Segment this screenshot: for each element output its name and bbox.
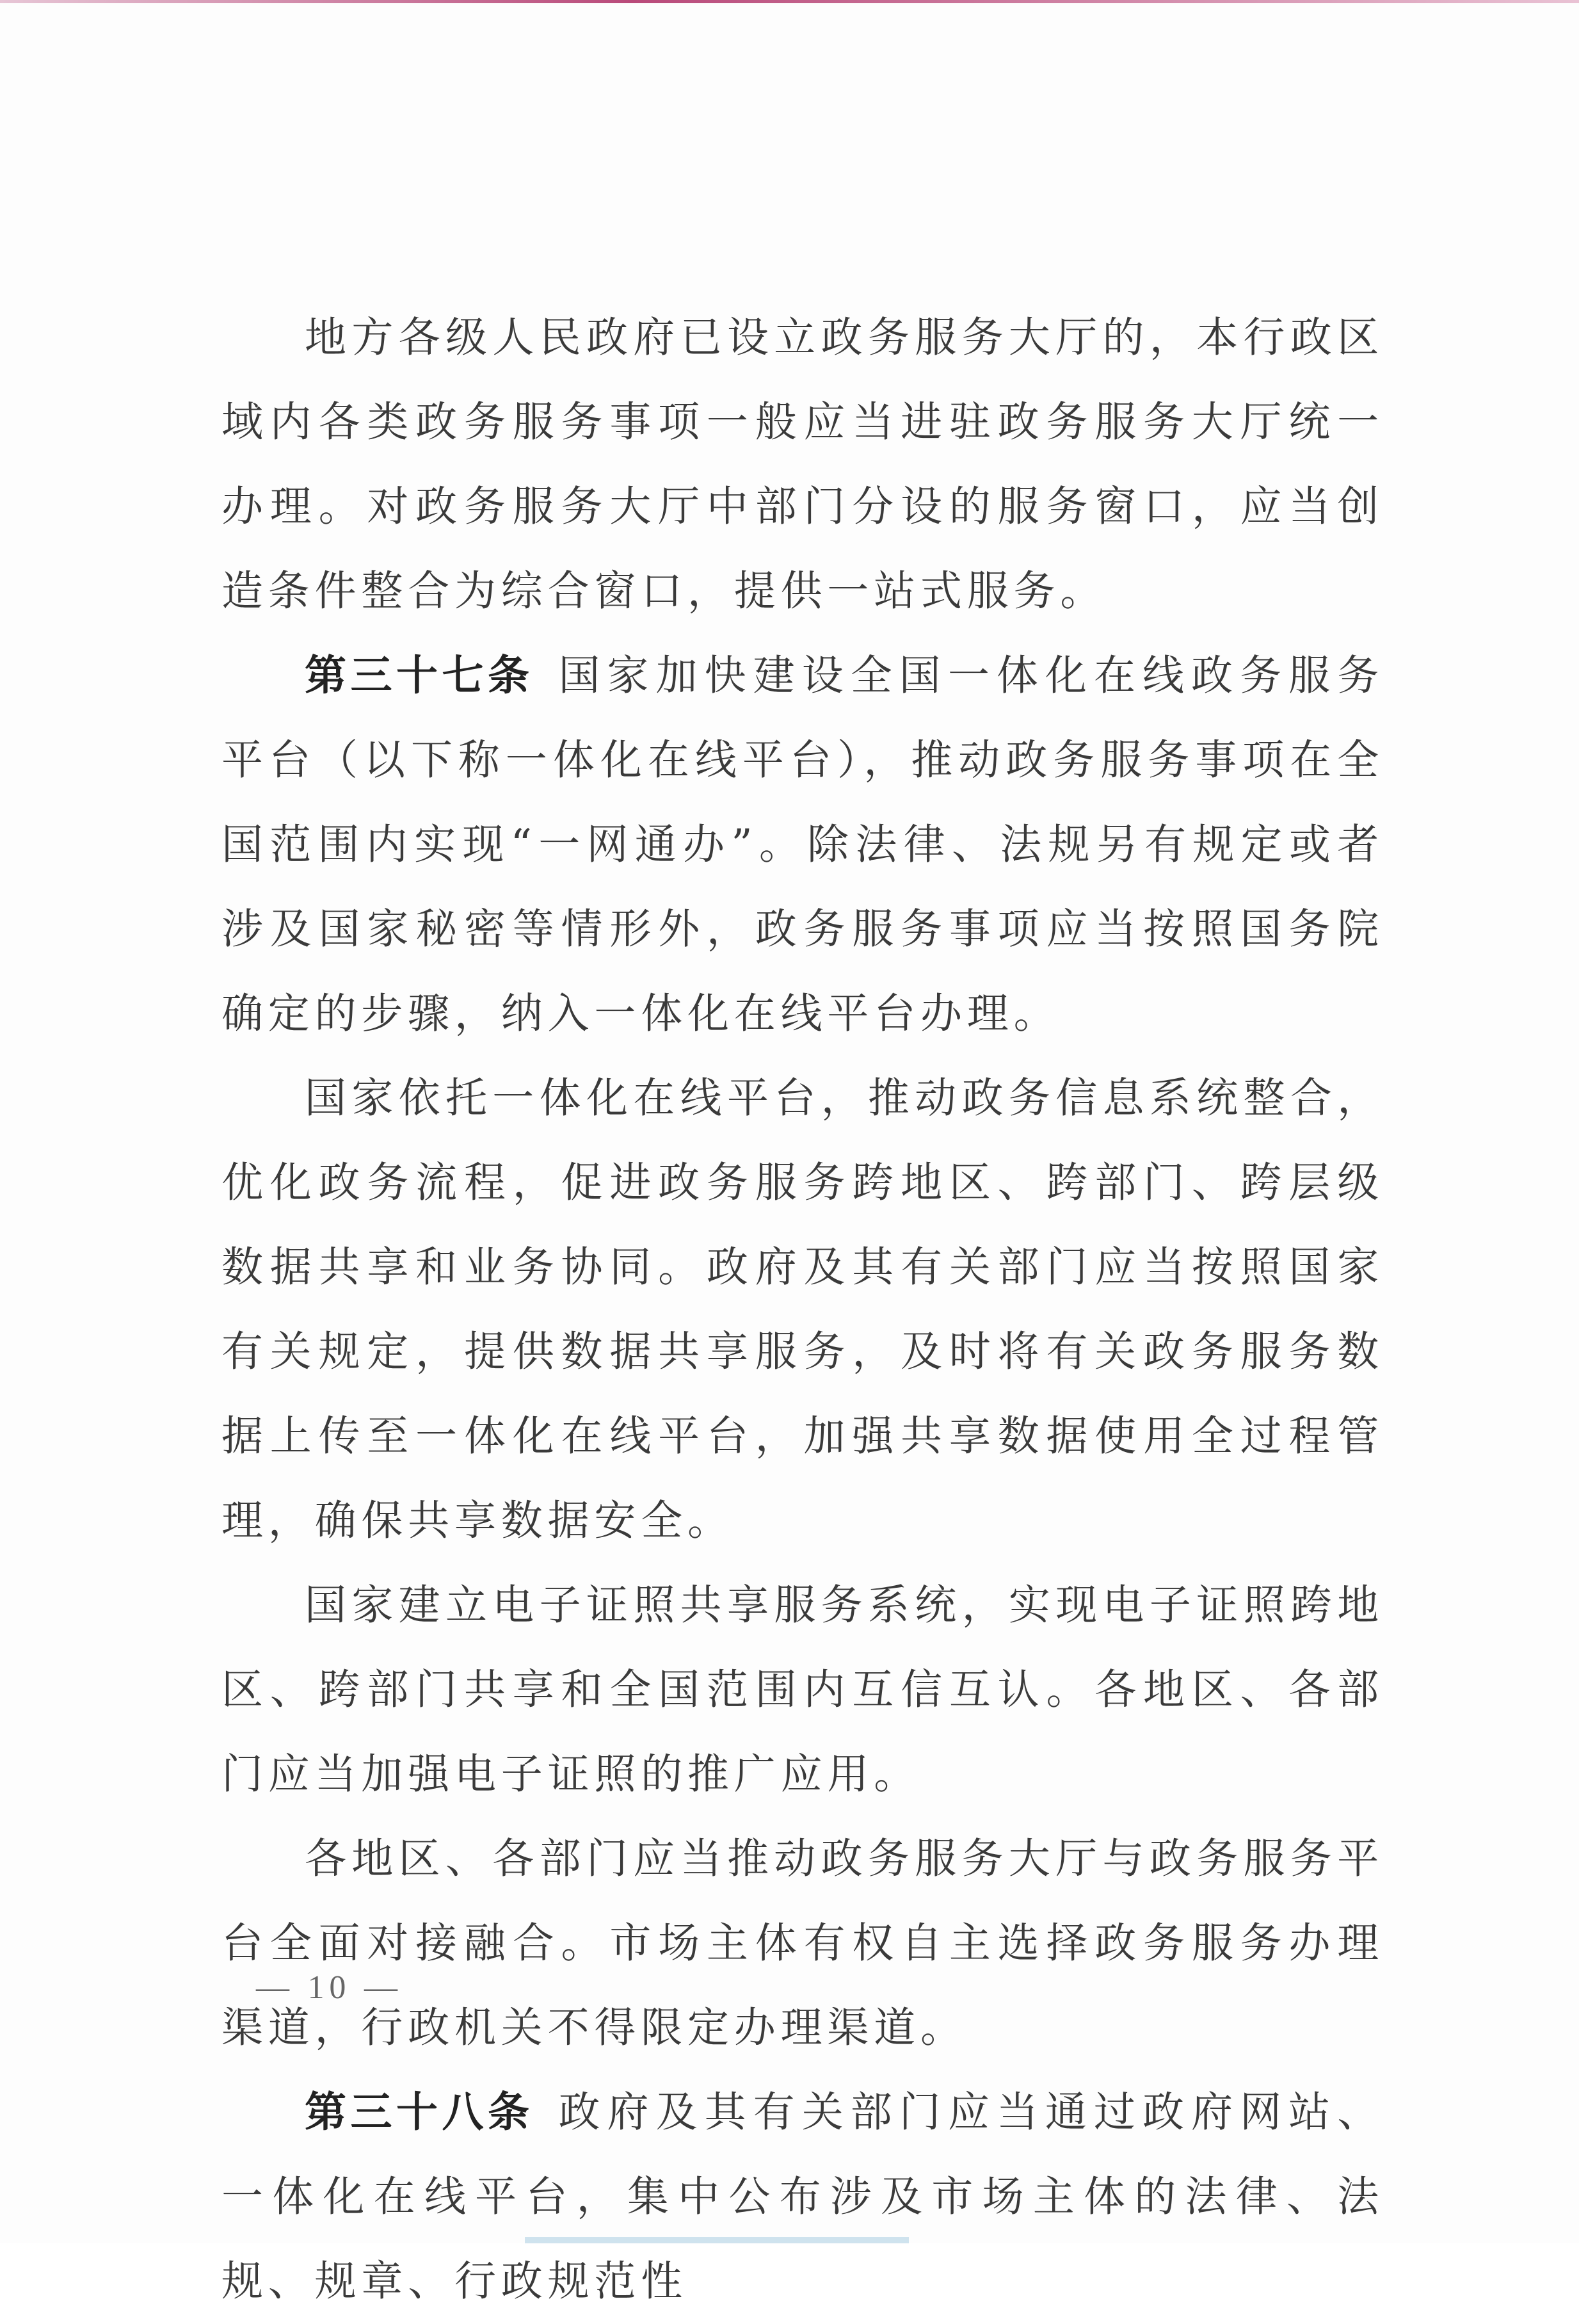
bottom-edge-strip [525, 2237, 909, 2243]
paragraph-text: 国家依托一体化在线平台，推动政务信息系统整合，优化政务流程，促进政务服务跨地区、跨部门、跨层级数据共享和业务协同。政府及其有关部门应当按照国家有关规定，提供数据共享服务，及时将有关政务服务数据上传至一体化在线平台，加强共享数据使用全过程管理，确保共享数据安全。 [221, 1074, 1384, 1545]
paragraph-text: 政府及其有关部门应当通过政府网站、一体化在线平台，集中公布涉及市场主体的法律、法规、规章、行政规范性 [221, 2088, 1384, 2305]
paragraph-3 [221, 1056, 1384, 1563]
paragraph-text: 地方各级人民政府已设立政务服务大厅的，本行政区域内各类政务服务事项一般应当进驻政务服务大厅统一办理。对政务服务大厅中部门分设的服务窗口，应当创造条件整合为综合窗口，提供一站式服务。 [221, 314, 1384, 615]
page-number: — 10 — [256, 1969, 403, 2006]
article-heading: 第三十七条 [305, 652, 534, 700]
body-text [221, 296, 1384, 2324]
paragraph-4 [221, 1563, 1384, 1817]
paragraph-text: 国家加快建设全国一体化在线政务服务平台（以下称一体化在线平台），推动政务服务事项在全国范围内实现“一网通办”。除法律、法规另有规定或者涉及国家秘密等情形外，政务服务事项应当按照国务院确定的步骤，纳入一体化在线平台办理。 [221, 652, 1384, 1038]
paragraph-article-37 [221, 634, 1384, 1056]
top-edge-strip [0, 0, 1579, 3]
paragraph-5 [221, 1817, 1384, 2070]
paragraph-text: 国家建立电子证照共享服务系统，实现电子证照跨地区、跨部门共享和全国范围内互信互认。各地区、各部门应当加强电子证照的推广应用。 [221, 1581, 1384, 1798]
paragraph-1 [221, 296, 1384, 634]
article-heading: 第三十八条 [305, 2088, 534, 2136]
paragraph-text: 各地区、各部门应当推动政务服务大厅与政务服务平台全面对接融合。市场主体有权自主选择政务服务办理渠道，行政机关不得限定办理渠道。 [221, 1835, 1384, 2052]
paragraph-article-38 [221, 2070, 1384, 2324]
